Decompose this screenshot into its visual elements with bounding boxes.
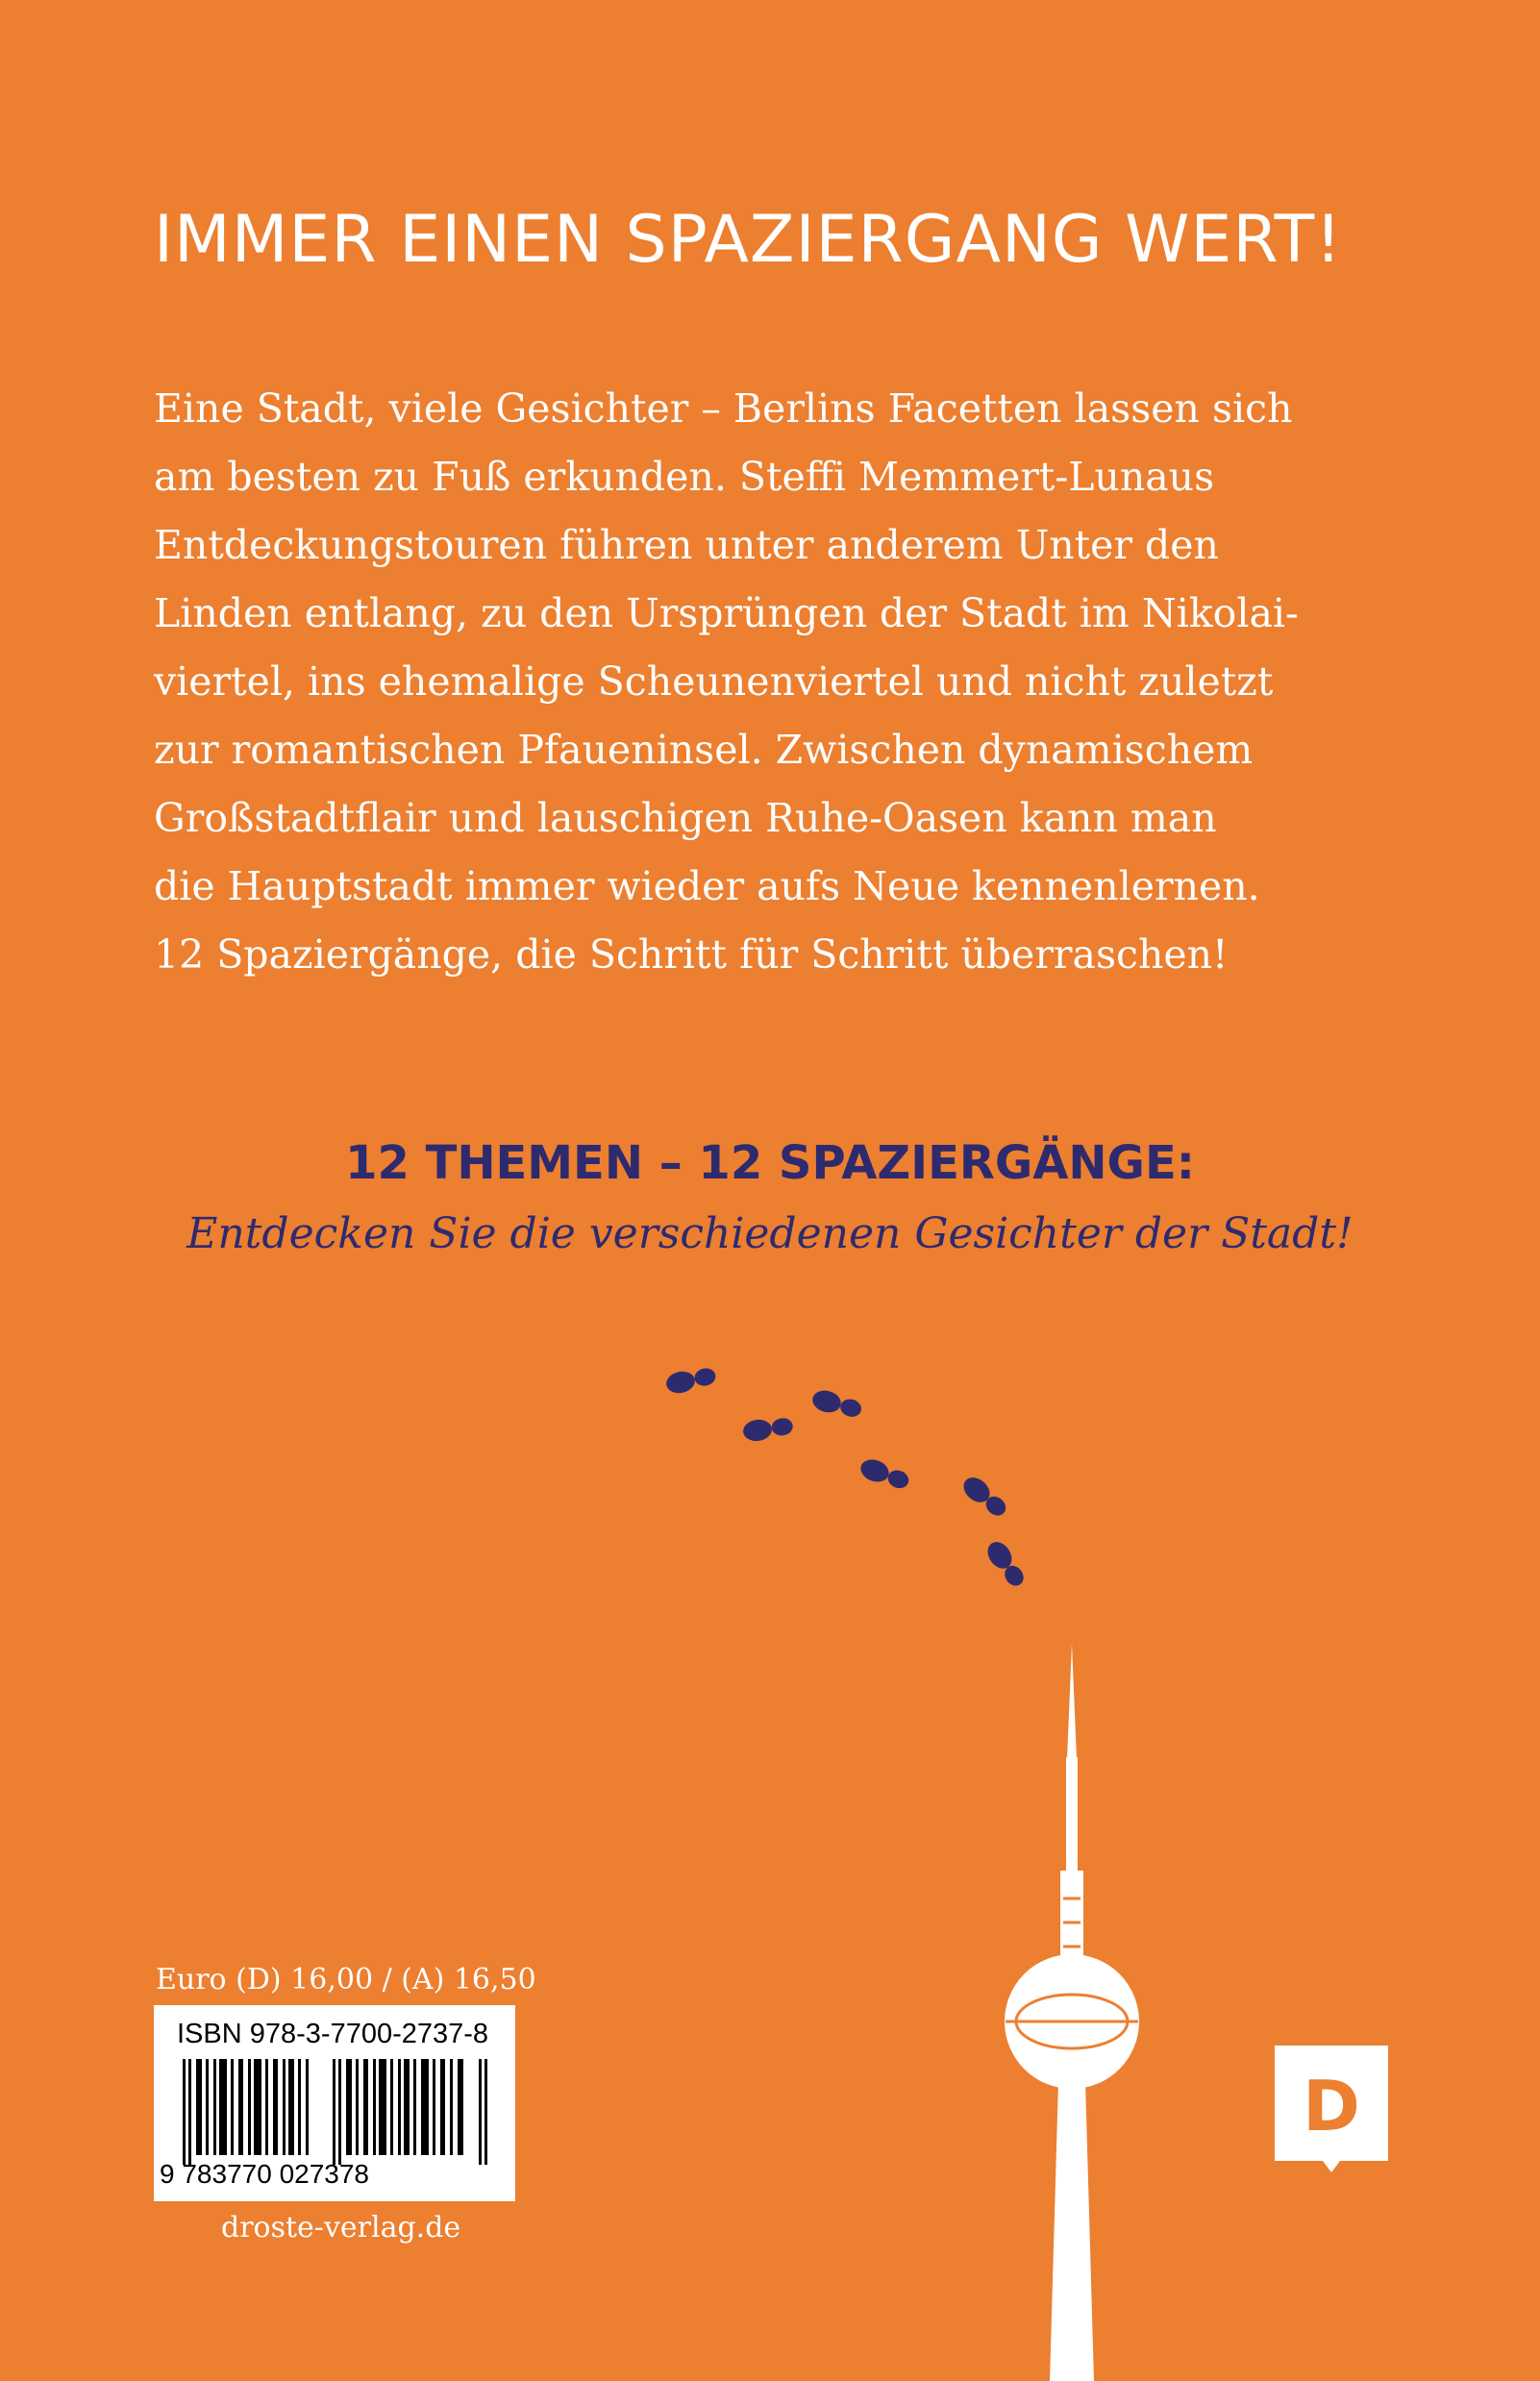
- blurb-line: Eine Stadt, viele Gesichter – Berlins Facetten lassen sich: [154, 385, 1293, 432]
- blurb-line: Entdeckungstouren führen unter anderem Unter den: [154, 522, 1219, 568]
- publisher-logo: [1275, 2046, 1388, 2172]
- themes-subtitle: Entdecken Sie die verschiedenen Gesichter der Stadt!: [186, 1209, 1354, 1258]
- barcode: [154, 2005, 515, 2201]
- blurb-line: viertel, ins ehemalige Scheunenviertel und nicht zuletzt: [154, 658, 1274, 705]
- blurb-line: Linden entlang, zu den Ursprüngen der Stadt im Nikolai-: [154, 590, 1299, 636]
- logo-letter: D: [1303, 2066, 1360, 2146]
- blurb-line: die Hauptstadt immer wieder aufs Neue kennenlernen.: [154, 863, 1260, 909]
- isbn-number: ISBN 978-3-7700-2737-8: [177, 2019, 489, 2049]
- blurb-line: am besten zu Fuß erkunden. Steffi Memmert-Lunaus: [154, 454, 1215, 500]
- blurb-line: zur romantischen Pfaueninsel. Zwischen dynamischem: [154, 727, 1254, 773]
- blurb-line: 12 Spaziergänge, die Schritt für Schritt überraschen!: [154, 931, 1229, 978]
- barcode-bars: [183, 2059, 490, 2165]
- blurb-line: Großstadtflair und lauschigen Ruhe-Oasen kann man: [154, 795, 1217, 841]
- blurb-text: [154, 375, 1336, 989]
- headline: IMMER EINEN SPAZIERGANG WERT!: [154, 202, 1343, 278]
- themes-title: 12 THEMEN – 12 SPAZIERGÄNGE:: [345, 1136, 1195, 1190]
- barcode-digits: 9 783770 027378: [160, 2159, 369, 2189]
- publisher-website: droste-verlag.de: [221, 2211, 461, 2245]
- tv-tower-icon: [990, 1644, 1154, 2381]
- price-label: Euro (D) 16,00 / (A) 16,50: [156, 1963, 536, 1997]
- footsteps-icon: [634, 1365, 1077, 1615]
